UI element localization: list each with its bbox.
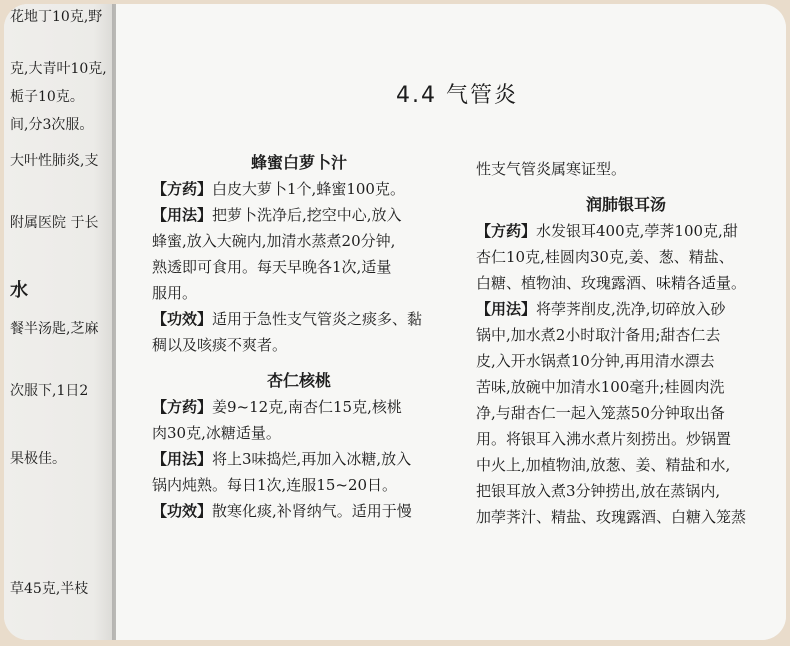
paragraph-line: 加荸荠汁、精盐、玫瑰露酒、白糖入笼蒸 <box>476 508 747 526</box>
paragraph <box>152 394 446 420</box>
paragraph-line: 熟透即可食用。每天早晚各1次,适量 <box>152 258 392 276</box>
left-page-line: 间,分3次服。 <box>10 117 94 133</box>
paragraph-text: 将上3味捣烂,再加入冰糖,放入 <box>212 450 412 468</box>
paragraph-line: 蜂蜜,放入大碗内,加清水蒸煮20分钟, <box>152 232 396 250</box>
left-page-line: 大叶性肺炎,支 <box>10 153 99 169</box>
paragraph-line: 苦味,放碗中加清水100毫升;桂圆肉洗 <box>476 378 725 396</box>
paragraph <box>152 498 446 524</box>
left-page <box>4 4 116 640</box>
paragraph-line: 杏仁10克,桂圆肉30克,姜、葱、精盐、 <box>476 248 734 266</box>
section-tag: 【功效】 <box>152 502 213 520</box>
paragraph-line: 锅中,加水煮2小时取汁备用;甜杏仁去 <box>476 326 721 344</box>
paragraph-line: 稠以及咳痰不爽者。 <box>152 336 288 354</box>
left-page-line: 花地丁10克,野 <box>10 9 103 25</box>
left-page-line: 餐半汤匙,芝麻 <box>10 321 99 337</box>
recipe-title: 润肺银耳汤 <box>585 195 666 214</box>
paragraph-text: 水发银耳400克,荸荠100克,甜 <box>536 222 738 240</box>
left-page-line: 草45克,半枝 <box>10 581 89 597</box>
section-tag: 【功效】 <box>152 310 213 328</box>
section-tag: 【方药】 <box>152 180 213 198</box>
paragraph-text: 将荸荠削皮,洗净,切碎放入砂 <box>536 300 726 318</box>
paragraph-line: 肉30克,冰糖适量。 <box>152 424 281 442</box>
section-tag: 【方药】 <box>152 398 213 416</box>
paragraph-text: 白皮大萝卜1个,蜂蜜100克。 <box>212 180 405 198</box>
section-tag: 【用法】 <box>152 206 213 224</box>
left-page-line: 栀子10克。 <box>10 89 84 105</box>
paragraph <box>152 306 446 332</box>
paragraph-text: 姜9~12克,南杏仁15克,核桃 <box>212 398 402 416</box>
section-tag: 【方药】 <box>476 222 537 240</box>
paragraph <box>152 202 446 228</box>
text-column-left <box>152 150 446 524</box>
left-page-line: 果极佳。 <box>10 451 66 467</box>
paragraph-line: 把银耳放入煮3分钟捞出,放在蒸锅内, <box>476 482 721 500</box>
paragraph-line: 用。将银耳入沸水煮片刻捞出。炒锅置 <box>476 430 732 448</box>
paragraph-text: 把萝卜洗净后,挖空中心,放入 <box>212 206 402 224</box>
section-tag: 【用法】 <box>152 450 213 468</box>
left-page-line: 附属医院 于长 <box>10 215 99 231</box>
recipe-title: 蜂蜜白萝卜汁 <box>250 153 347 172</box>
paragraph <box>152 446 446 472</box>
book-photo <box>4 4 786 640</box>
paragraph-line: 服用。 <box>152 284 198 302</box>
paragraph-line: 中火上,加植物油,放葱、姜、精盐和水, <box>476 456 731 474</box>
text-column-right <box>476 156 776 530</box>
chapter-title: 4.4 气管炎 <box>396 83 518 108</box>
left-page-line: 次服下,1日2 <box>10 383 89 399</box>
right-page <box>116 4 786 640</box>
paragraph-text: 散寒化痰,补肾纳气。适用于慢 <box>212 502 412 520</box>
paragraph-line: 净,与甜杏仁一起入笼蒸50分钟取出备 <box>476 404 725 422</box>
paragraph-line: 性支气管炎属寒证型。 <box>476 160 627 178</box>
recipe-title: 杏仁核桃 <box>266 371 331 390</box>
paragraph <box>476 218 776 244</box>
paragraph <box>152 176 446 202</box>
paragraph-text: 适用于急性支气管炎之痰多、黏 <box>212 310 423 328</box>
paragraph-line: 白糖、植物油、玫瑰露酒、味精各适量。 <box>476 274 747 292</box>
paragraph-line: 皮,入开水锅煮10分钟,再用清水漂去 <box>476 352 715 370</box>
left-page-line: 水 <box>10 280 28 301</box>
section-tag: 【用法】 <box>476 300 537 318</box>
paragraph <box>476 296 776 322</box>
left-page-line: 克,大青叶10克, <box>10 61 107 77</box>
paragraph-line: 锅内炖熟。每日1次,连服15~20日。 <box>152 476 398 494</box>
